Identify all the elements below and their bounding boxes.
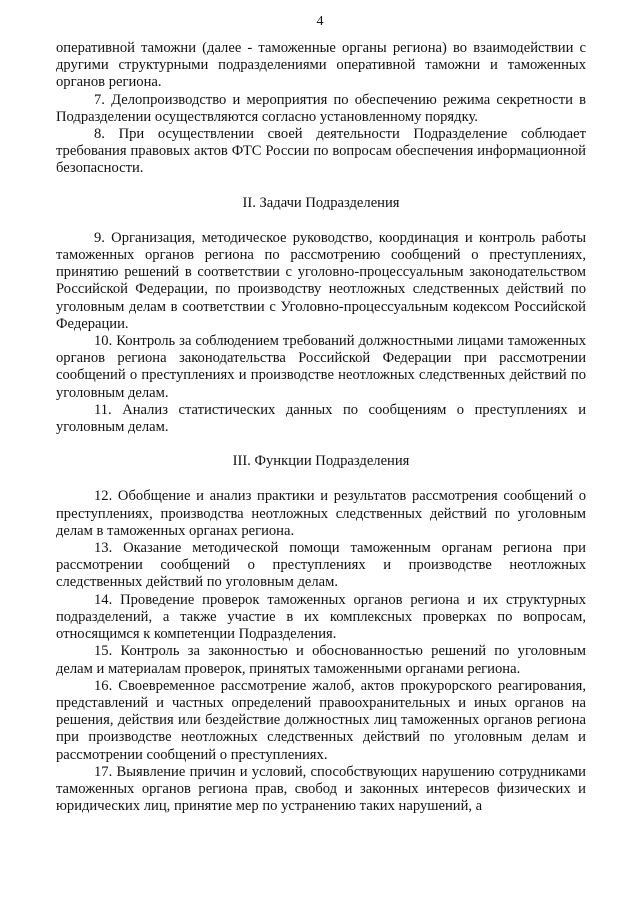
section-heading-tasks: II. Задачи Подразделения: [242, 194, 400, 211]
page-number: 4: [316, 14, 324, 29]
paragraph-16: 16. Своевременное рассмотрение жалоб, актов прокурорского реагирования, представлений и частных определений правоохранительных и иных органов на решения, действия или бездействие должностных лиц таможенных органов региона при производстве неотложных следственных действий по уголовным делам и рассмотрении сообщений о преступлениях.: [56, 677, 586, 763]
paragraph-13: 13. Оказание методической помощи таможенным органам региона при рассмотрении сообщений о преступлениях и производстве неотложных следственных действий по уголовным делам.: [56, 540, 586, 591]
paragraph-11: 11. Анализ статистических данных по сообщениям о преступлениях и уголовным делам.: [56, 401, 586, 436]
paragraph-14: 14. Проведение проверок таможенных органов региона и их структурных подразделений, а также участие в их комплексных проверках по вопросам, относящимся к компетенции Подразделения.: [56, 591, 586, 643]
paragraph-8: 8. При осуществлении своей деятельности Подразделение соблюдает требования правовых актов ФТС России по вопросам обеспечения информационной безопасности.: [56, 126, 586, 177]
section-heading-functions: III. Функции Подразделения: [232, 453, 410, 470]
paragraph-17: 17. Выявление причин и условий, способствующих нарушению сотрудниками таможенных органов региона прав, свобод и законных интересов физических и юридических лиц, принятие мер по устранению таких нарушений, а: [56, 763, 586, 815]
paragraph-7: 7. Делопроизводство и мероприятия по обеспечению режима секретности в Подразделении осуществляются согласно установленному порядку.: [56, 91, 586, 125]
document-body: [56, 40, 586, 815]
paragraph-intro-continuation: оперативной таможни (далее - таможенные органы региона) во взаимодействии с другими структурными подразделениями оперативной таможни и таможенных органов региона.: [56, 40, 586, 91]
paragraph-9: 9. Организация, методическое руководство, координация и контроль работы таможенных органов региона по рассмотрению сообщений о преступлениях, принятию решений в соответствии с уголовно-процессуальным законодательством Российской Федерации, по производству неотложных следственных действий по уголовным делам в соответствии с Уголовно-процессуальным кодексом Российской Федерации.: [56, 229, 586, 332]
paragraph-10: 10. Контроль за соблюдением требований должностными лицами таможенных органов региона законодательства Российской Федерации при рассмотрении сообщений о преступлениях и производстве неотложных следственных действий по уголовным делам.: [56, 333, 586, 401]
paragraph-12: 12. Обобщение и анализ практики и результатов рассмотрения сообщений о преступлениях, производства неотложных следственных действий по уголовным делам в таможенных органах региона.: [56, 488, 586, 539]
paragraph-15: 15. Контроль за законностью и обоснованностью решений по уголовным делам и материалам проверок, принятых таможенными органами региона.: [56, 643, 586, 677]
